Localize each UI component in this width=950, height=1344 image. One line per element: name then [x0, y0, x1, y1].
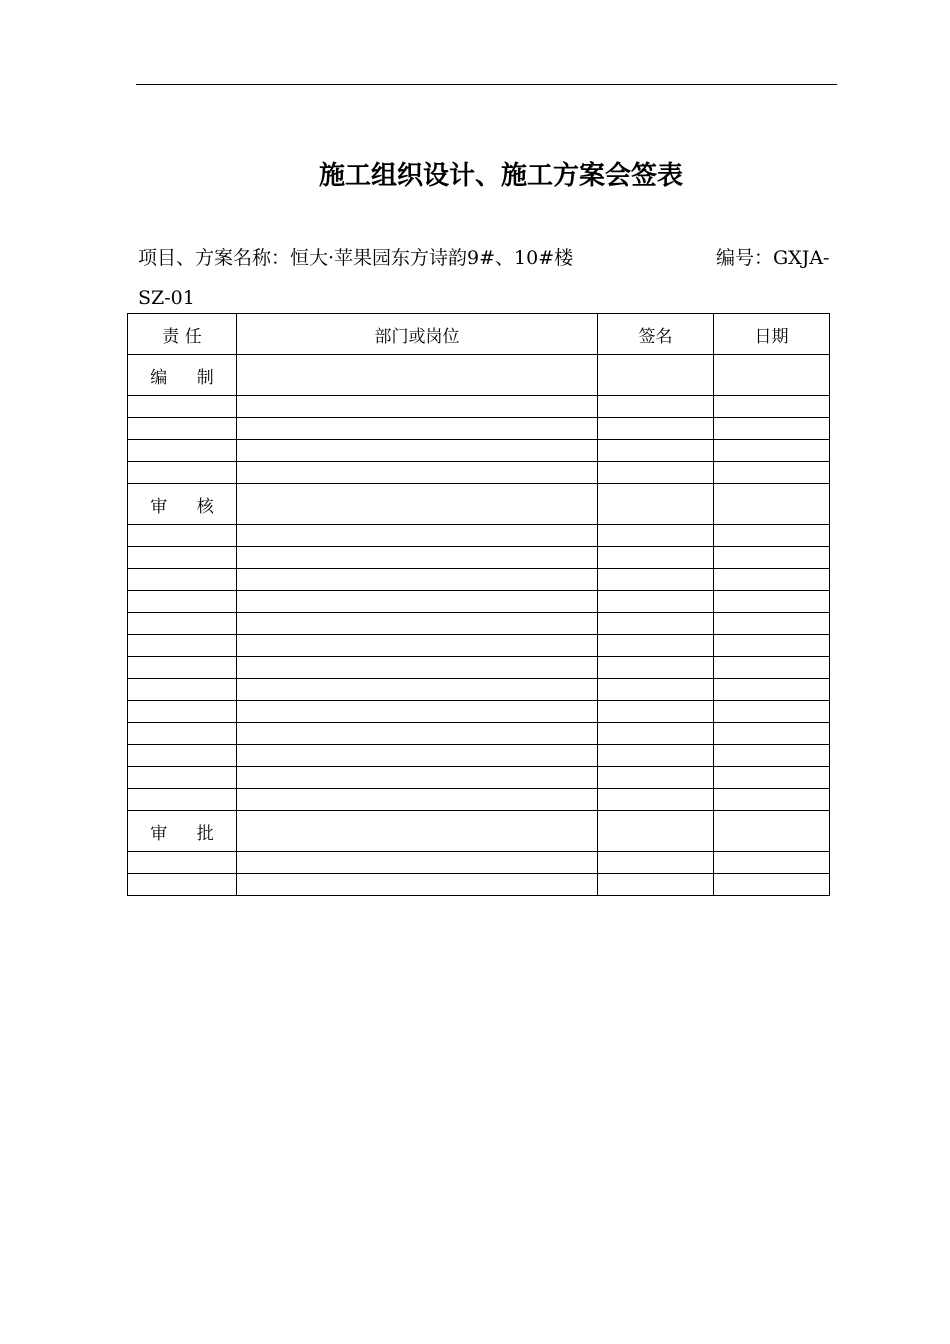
table-row [128, 701, 830, 723]
department-cell[interactable] [237, 484, 598, 525]
department-cell[interactable] [237, 701, 598, 723]
date-cell[interactable] [714, 701, 830, 723]
table-row [128, 745, 830, 767]
header-rule [136, 84, 837, 85]
table-row [128, 635, 830, 657]
table-row [128, 679, 830, 701]
role-cell: 审 核 [128, 484, 237, 525]
date-cell[interactable] [714, 525, 830, 547]
role-cell[interactable] [128, 525, 237, 547]
department-cell[interactable] [237, 396, 598, 418]
signature-cell[interactable] [598, 679, 714, 701]
signature-cell[interactable] [598, 701, 714, 723]
table-row [128, 547, 830, 569]
department-cell[interactable] [237, 767, 598, 789]
table-row [128, 657, 830, 679]
role-cell[interactable] [128, 418, 237, 440]
table-body [128, 355, 830, 896]
signature-cell[interactable] [598, 767, 714, 789]
signature-cell[interactable] [598, 657, 714, 679]
table-row [128, 613, 830, 635]
signature-cell[interactable] [598, 525, 714, 547]
date-cell[interactable] [714, 396, 830, 418]
department-cell[interactable] [237, 657, 598, 679]
department-cell[interactable] [237, 547, 598, 569]
section-row [128, 484, 830, 525]
signature-cell[interactable] [598, 723, 714, 745]
table-row [128, 396, 830, 418]
signature-cell[interactable] [598, 635, 714, 657]
page-title: 施工组织设计、施工方案会签表 [318, 161, 683, 191]
role-cell: 编 制 [128, 355, 237, 396]
department-cell[interactable] [237, 635, 598, 657]
signature-cell[interactable] [598, 484, 714, 525]
date-cell[interactable] [714, 789, 830, 811]
section-row [128, 811, 830, 852]
department-cell[interactable] [237, 874, 598, 896]
role-cell[interactable] [128, 462, 237, 484]
date-cell[interactable] [714, 355, 830, 396]
department-cell[interactable] [237, 789, 598, 811]
department-cell[interactable] [237, 355, 598, 396]
table-row [128, 418, 830, 440]
role-cell[interactable] [128, 767, 237, 789]
signature-cell[interactable] [598, 418, 714, 440]
role-cell[interactable] [128, 657, 237, 679]
signature-cell[interactable] [598, 396, 714, 418]
date-cell[interactable] [714, 462, 830, 484]
header-date: 日期 [714, 314, 830, 355]
signature-cell[interactable] [598, 462, 714, 484]
role-cell[interactable] [128, 789, 237, 811]
date-cell[interactable] [714, 569, 830, 591]
table-row [128, 462, 830, 484]
signature-cell[interactable] [598, 569, 714, 591]
document-code-continued: SZ-01 [138, 287, 195, 309]
section-row [128, 355, 830, 396]
date-cell[interactable] [714, 418, 830, 440]
document-code: 编号：GXJA- [716, 247, 830, 269]
role-cell[interactable] [128, 852, 237, 874]
header-responsibility: 责 任 [128, 314, 237, 355]
department-cell[interactable] [237, 613, 598, 635]
role-cell[interactable] [128, 874, 237, 896]
department-cell[interactable] [237, 591, 598, 613]
date-cell[interactable] [714, 657, 830, 679]
department-cell[interactable] [237, 569, 598, 591]
date-cell[interactable] [714, 591, 830, 613]
signature-cell[interactable] [598, 591, 714, 613]
date-cell[interactable] [714, 547, 830, 569]
signature-cell[interactable] [598, 789, 714, 811]
date-cell[interactable] [714, 852, 830, 874]
role-cell[interactable] [128, 613, 237, 635]
department-cell[interactable] [237, 723, 598, 745]
date-cell[interactable] [714, 484, 830, 525]
table-header-row [128, 314, 830, 355]
role-cell[interactable] [128, 591, 237, 613]
department-cell[interactable] [237, 745, 598, 767]
role-cell[interactable] [128, 745, 237, 767]
project-name: 项目、方案名称：恒大·苹果园东方诗韵9#、10#楼 [138, 247, 574, 269]
signature-cell[interactable] [598, 355, 714, 396]
header-department: 部门或岗位 [237, 314, 598, 355]
department-cell[interactable] [237, 852, 598, 874]
table-row [128, 591, 830, 613]
signature-cell[interactable] [598, 613, 714, 635]
signature-cell[interactable] [598, 745, 714, 767]
department-cell[interactable] [237, 811, 598, 852]
department-cell[interactable] [237, 462, 598, 484]
role-cell[interactable] [128, 723, 237, 745]
role-cell[interactable] [128, 701, 237, 723]
role-cell: 审 批 [128, 811, 237, 852]
table-row [128, 525, 830, 547]
date-cell[interactable] [714, 679, 830, 701]
date-cell[interactable] [714, 613, 830, 635]
table-row [128, 767, 830, 789]
date-cell[interactable] [714, 745, 830, 767]
role-cell[interactable] [128, 547, 237, 569]
date-cell[interactable] [714, 723, 830, 745]
signature-cell[interactable] [598, 547, 714, 569]
table-row [128, 789, 830, 811]
table-row [128, 569, 830, 591]
date-cell[interactable] [714, 635, 830, 657]
date-cell[interactable] [714, 811, 830, 852]
table-row [128, 874, 830, 896]
signature-cell[interactable] [598, 852, 714, 874]
project-info [138, 238, 838, 309]
date-cell[interactable] [714, 440, 830, 462]
table-row [128, 440, 830, 462]
signature-cell[interactable] [598, 874, 714, 896]
signature-cell[interactable] [598, 811, 714, 852]
role-cell[interactable] [128, 396, 237, 418]
department-cell[interactable] [237, 679, 598, 701]
role-cell[interactable] [128, 569, 237, 591]
department-cell[interactable] [237, 440, 598, 462]
date-cell[interactable] [714, 767, 830, 789]
table-row [128, 723, 830, 745]
date-cell[interactable] [714, 874, 830, 896]
department-cell[interactable] [237, 418, 598, 440]
role-cell[interactable] [128, 679, 237, 701]
role-cell[interactable] [128, 635, 237, 657]
role-cell[interactable] [128, 440, 237, 462]
signature-cell[interactable] [598, 440, 714, 462]
signoff-table [127, 313, 830, 896]
header-signature: 签名 [598, 314, 714, 355]
department-cell[interactable] [237, 525, 598, 547]
table-row [128, 852, 830, 874]
